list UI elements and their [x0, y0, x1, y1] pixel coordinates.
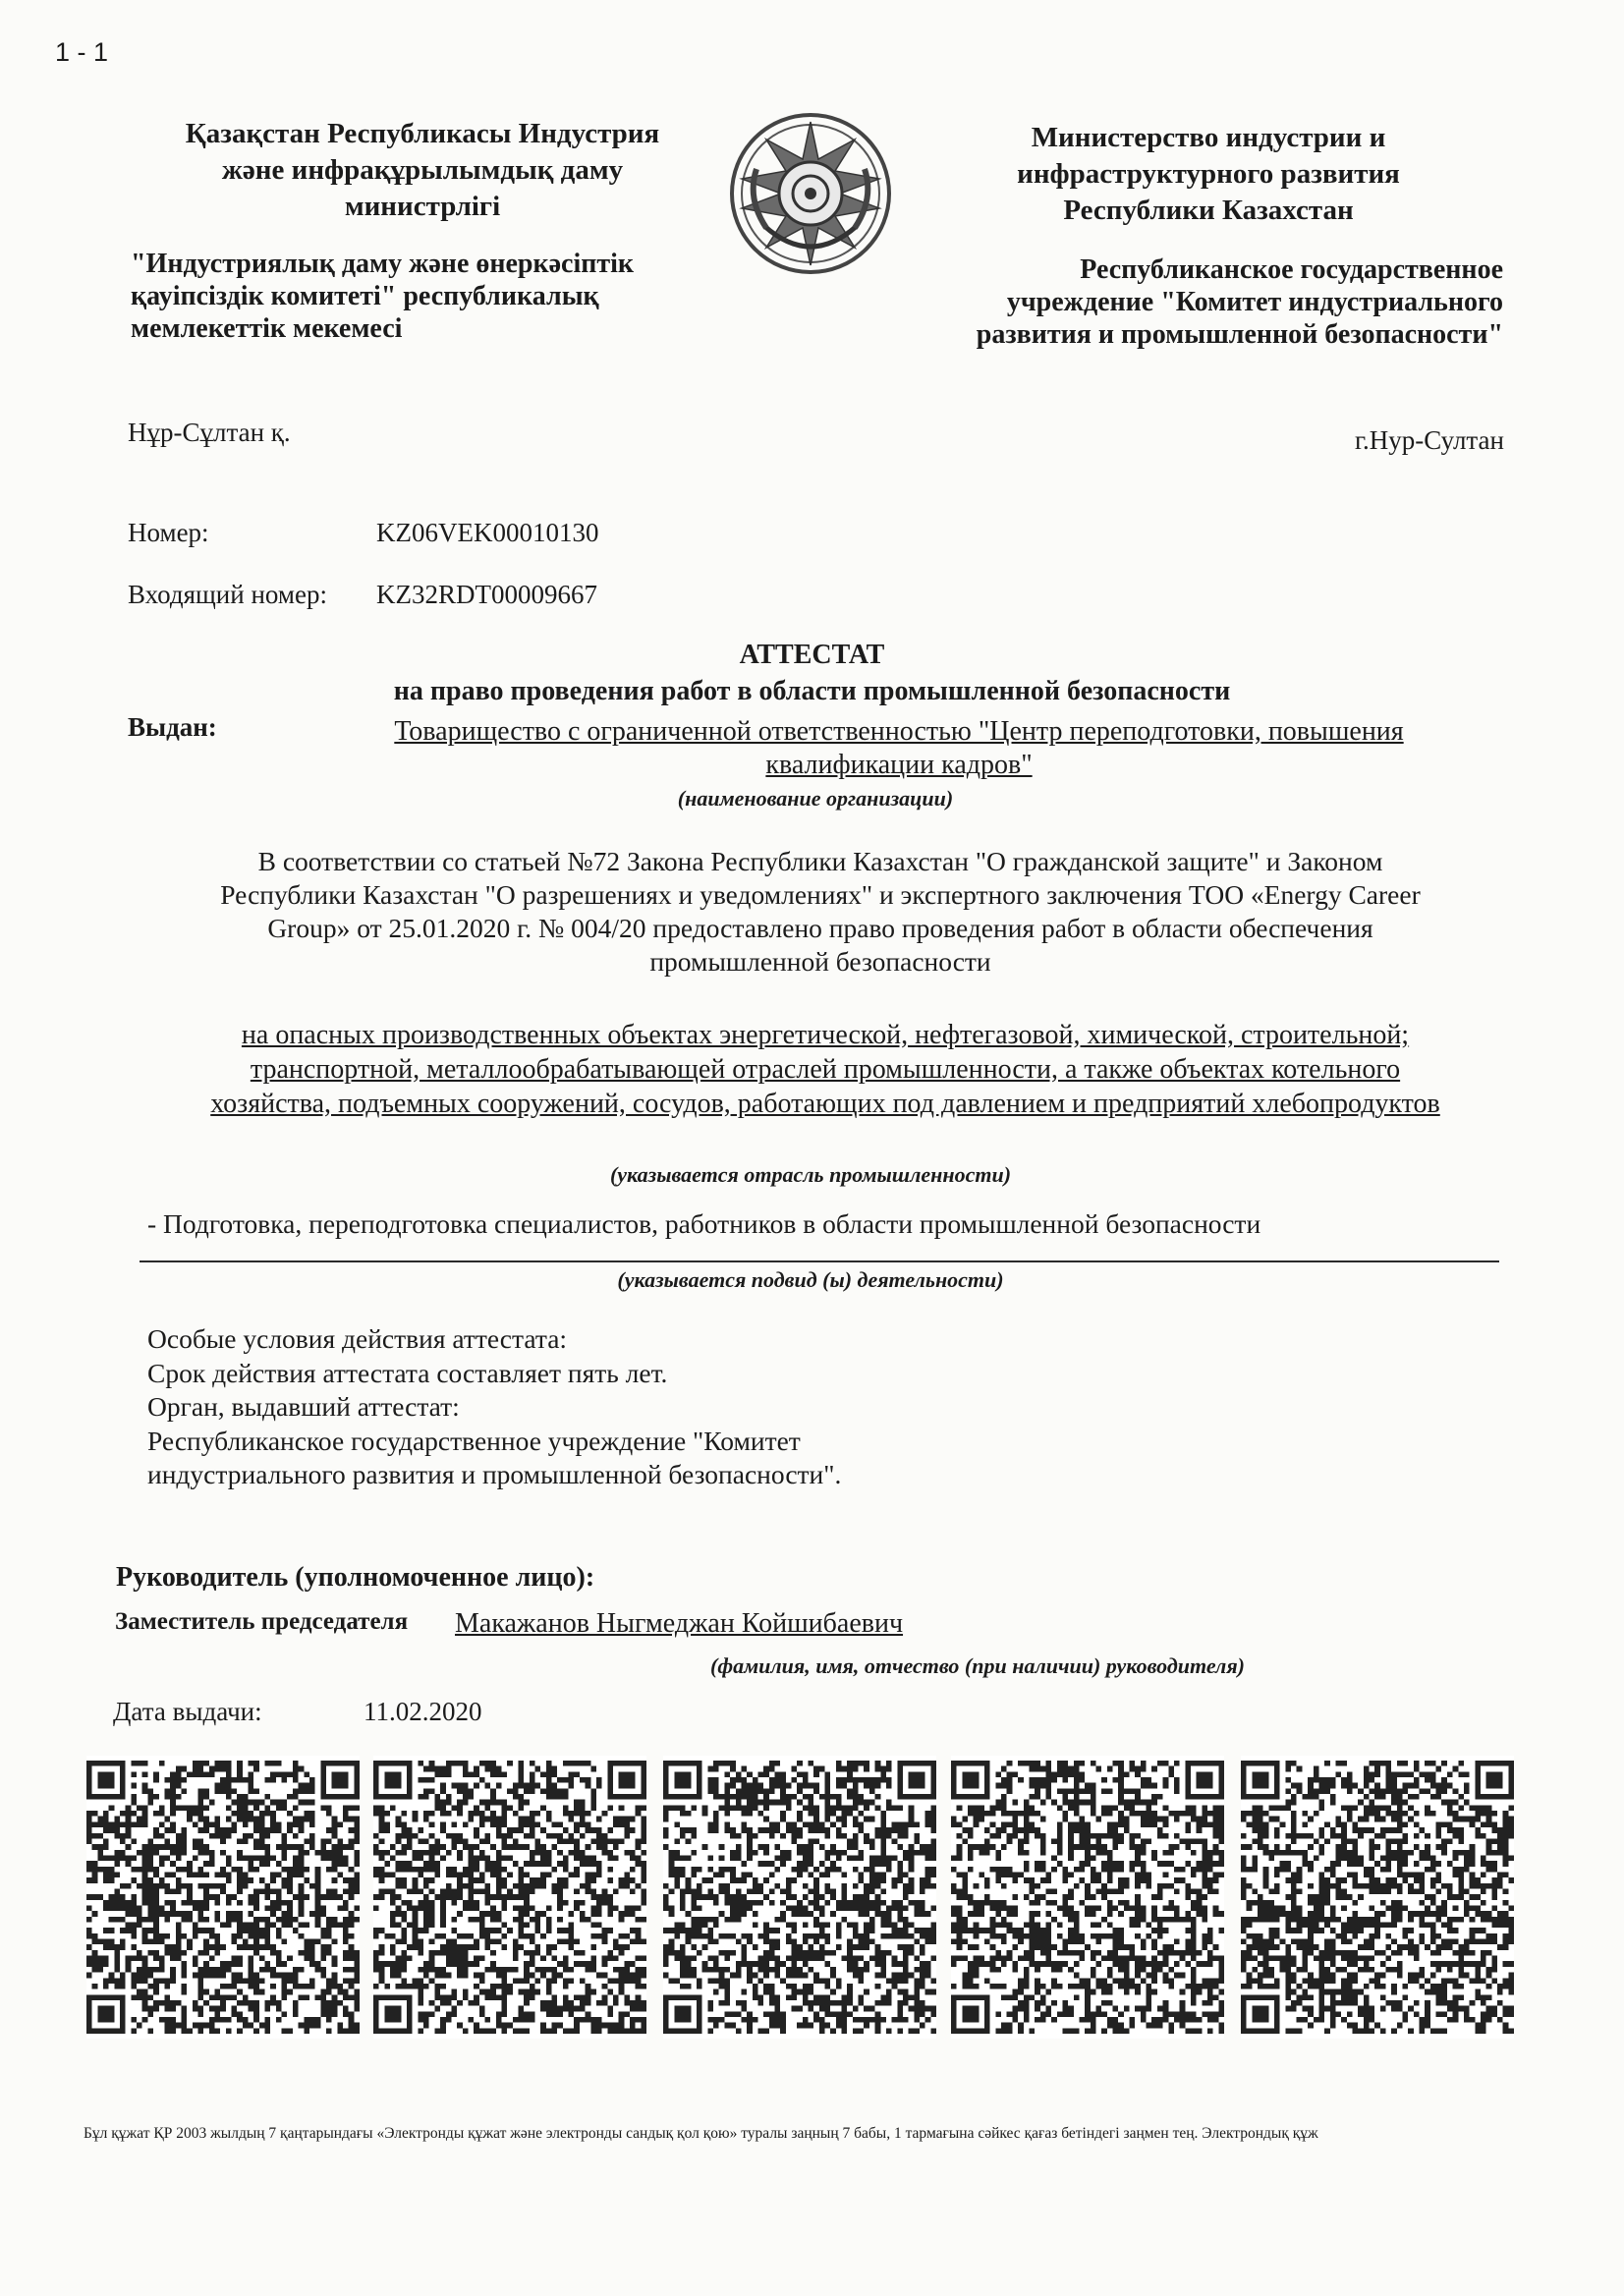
number-value: KZ06VEK00010130	[376, 518, 599, 547]
ru-ministry-line: Министерство индустрии и	[1031, 122, 1386, 153]
organization-name-line: квалификации кадров"	[765, 750, 1033, 780]
industry-line: хозяйства, подъемных сооружений, сосудов, работающих под давлением и предприятий хлебопродуктов	[210, 1089, 1440, 1119]
kk-ministry-header	[138, 116, 707, 225]
kk-committee-line: қауіпсіздік комитеті" республикалық	[131, 281, 599, 311]
issue-date-label: Дата выдачи:	[113, 1697, 262, 1726]
signatory-caption: (фамилия, имя, отчество (при наличии) руководителя)	[710, 1653, 1245, 1678]
special-conditions	[147, 1322, 1032, 1492]
signatory-position: Заместитель председателя	[115, 1608, 409, 1635]
incoming-number-value: KZ32RDT00009667	[376, 580, 597, 609]
condition-line: индустриального развития и промышленной безопасности".	[147, 1459, 842, 1489]
kk-ministry-line: министрлігі	[344, 191, 501, 222]
city-kk: Нұр-Сұлтан қ.	[128, 418, 291, 447]
industry-caption: (указывается отрасль промышленности)	[609, 1162, 1012, 1187]
activity-caption: (указывается подвид (ы) деятельности)	[617, 1267, 1004, 1292]
legal-footer: Бұл құжат ҚР 2003 жылдың 7 қаңтарындағы «Электронды құжат және электронды сандық қол қою» туралы заңның 7 бабы, 1 тармағына сәйкес қағаз бетіндегі заңмен тең. Электрондық құж	[84, 2125, 1318, 2142]
kk-committee-header	[131, 248, 700, 345]
condition-line: Орган, выдавший аттестат:	[147, 1391, 460, 1422]
organization-name-line: Товарищество с ограниченной ответственностью "Центр переподготовки, повышения	[394, 716, 1404, 747]
qr-code-icon	[951, 1756, 1224, 2039]
document-title: АТТЕСТАТ	[739, 640, 885, 670]
qr-code-icon	[86, 1756, 360, 2039]
signatory-name: Макажанов Ныгмеджан Койшибаевич	[455, 1608, 904, 1639]
industry-scope	[157, 1018, 1493, 1121]
city-ru: г.Нур-Султан	[1355, 425, 1504, 455]
industry-line: на опасных производственных объектах энергетической, нефтегазовой, химической, строительной;	[241, 1020, 1410, 1050]
organization-name	[324, 715, 1474, 782]
ru-committee-line: развития и промышленной безопасности"	[976, 319, 1503, 350]
activity-underline	[140, 1260, 1499, 1262]
paragraph-line: В соответствии со статьей №72 Закона Республики Казахстан "О гражданской защите" и Законом	[257, 846, 1383, 876]
head-label: Руководитель (уполномоченное лицо):	[116, 1562, 595, 1593]
paragraph-line: Республики Казахстан "О разрешениях и уведомлениях" и экспертного заключения ТОО «Energy Career	[220, 879, 1421, 910]
kazakhstan-state-emblem-icon	[727, 110, 894, 277]
condition-line: Особые условия действия аттестата:	[147, 1323, 568, 1354]
legal-basis-paragraph	[147, 845, 1493, 979]
organization-caption: (наименование организации)	[677, 786, 954, 811]
industry-line: транспортной, металлообрабатывающей отраслей промышленности, а также объектах котельного	[250, 1054, 1401, 1085]
qr-code-icon	[663, 1756, 936, 2039]
incoming-number-label: Входящий номер:	[128, 580, 327, 609]
qr-code-icon	[373, 1756, 646, 2039]
issued-label: Выдан:	[128, 712, 217, 742]
page-number: 1 - 1	[55, 37, 109, 67]
kk-committee-line: "Индустриялық даму және өнеркәсіптік	[131, 249, 635, 279]
qr-code-icon	[1241, 1756, 1514, 2039]
activity-text: - Подготовка, переподготовка специалистов, работников в области промышленной безопасности	[147, 1208, 1261, 1239]
paragraph-line: Group» от 25.01.2020 г. № 004/20 предоставлено право проведения работ в области обеспечения	[267, 913, 1373, 943]
ru-committee-header	[914, 253, 1503, 351]
condition-line: Срок действия аттестата составляет пять лет.	[147, 1357, 668, 1388]
number-label: Номер:	[128, 518, 209, 547]
condition-line: Республиканское государственное учреждение "Комитет	[147, 1425, 801, 1456]
kk-committee-line: мемлекеттік мекемесі	[131, 313, 403, 344]
kk-ministry-line: және инфрақұрылымдық даму	[221, 154, 624, 186]
ru-ministry-line: инфраструктурного развития	[1017, 158, 1400, 190]
ru-committee-line: Республиканское государственное	[1080, 254, 1503, 285]
ru-ministry-line: Республики Казахстан	[1063, 195, 1354, 226]
issue-date-value: 11.02.2020	[364, 1697, 482, 1726]
ru-committee-line: учреждение "Комитет индустриального	[1006, 287, 1503, 317]
kk-ministry-line: Қазақстан Республикасы Индустрия	[185, 118, 660, 149]
document-subtitle: на право проведения работ в области промышленной безопасности	[393, 676, 1231, 706]
ru-ministry-header	[943, 120, 1474, 229]
paragraph-line: промышленной безопасности	[649, 946, 991, 977]
